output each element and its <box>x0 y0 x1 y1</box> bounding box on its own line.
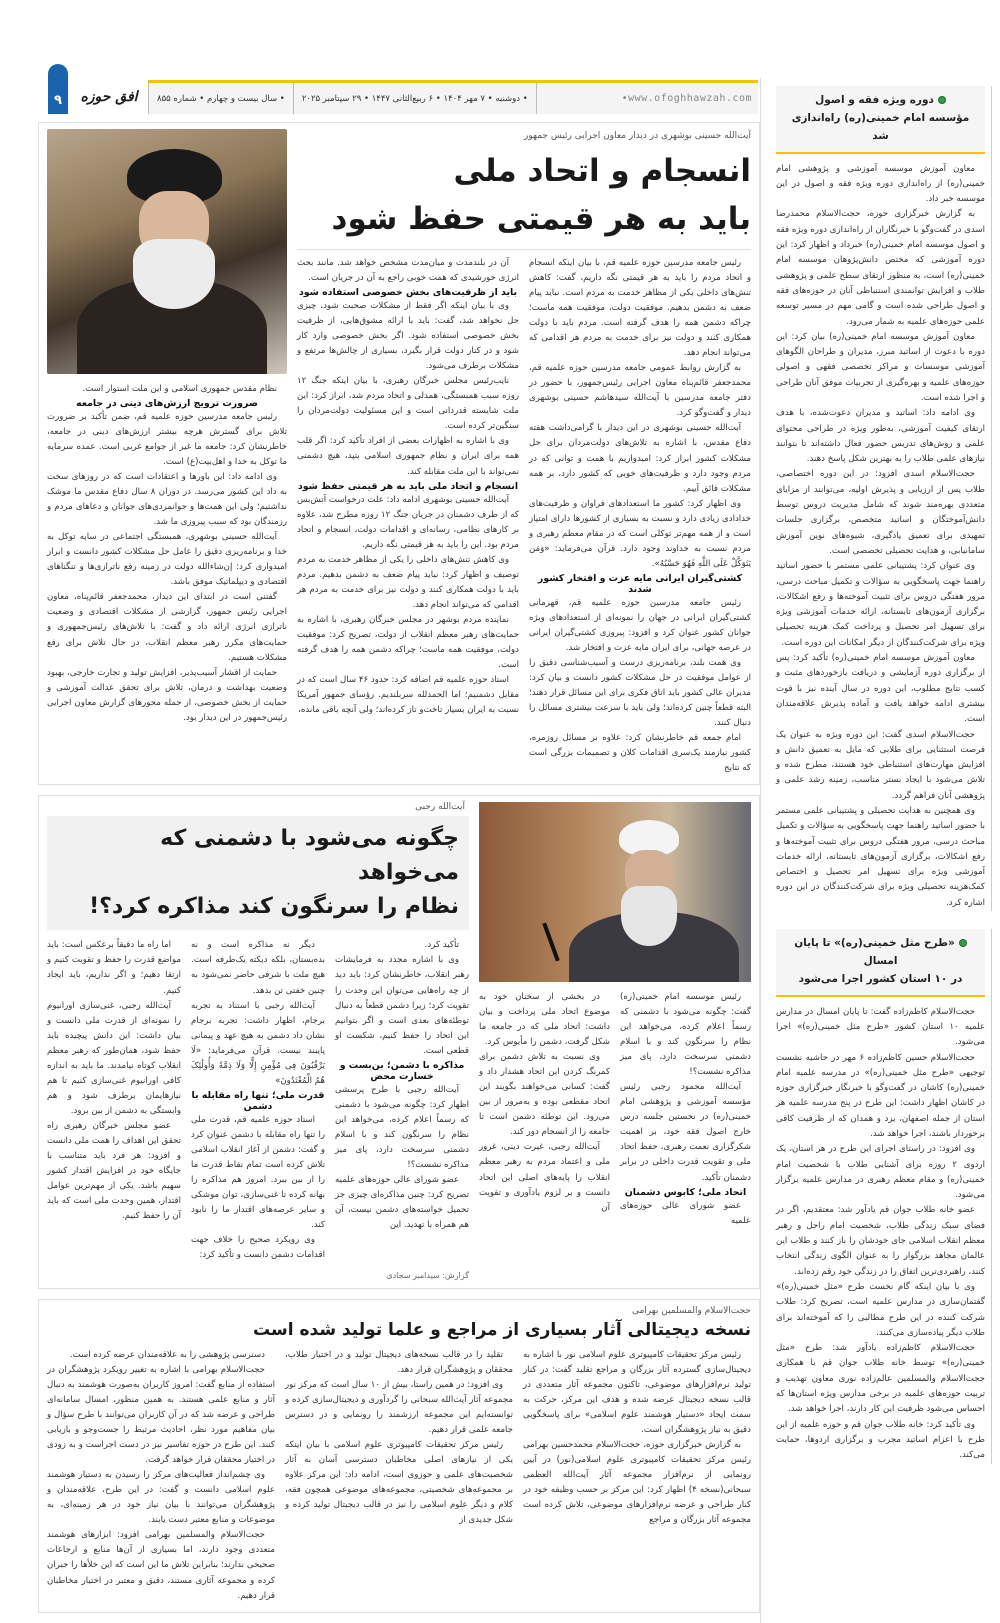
paragraph: عضو مجلس خبرگان رهبری راه تحقق این اهداف را همت ملی دانست و افزود: هر فرد باید متناسب با جایگاه خود در افزایش اقتدار کشور سهیم باشد. یکی از مهم‌ترین عوامل اقتدار، همین وحدت ملی است که باید آن را حفظ کنیم. <box>47 1120 181 1221</box>
sidebar-news-box-1 <box>770 86 992 911</box>
article-column <box>529 256 751 776</box>
paragraph: دیگر نه مذاکره است و نه بده‌بستان، بلکه دیکته یک‌طرفه است. هیچ ملت با شرفی حاضر نمی‌شود به چنین خفتی تن بدهد. <box>191 940 325 996</box>
paragraph: وی با بیان اینکه گام نخست طرح «مثل خمینی(ره)» گفتمان‌سازی در مدارس علمیه است، تصریح کرد: طلاب شرکت کننده در این طرح مطالبی را که آموخته‌اند برای طلاب دیگر پیاده‌سازی می‌کنند. <box>776 1281 985 1338</box>
paragraph: وی رویکرد صحیح را خلاف جهت اقدامات دشمن دانست و تأکید کرد: <box>191 1234 325 1260</box>
news-sidebar <box>760 78 1000 1623</box>
paragraph: وی همچنین به هدایت تحصیلی و پشتیبانی علمی مستمر با حضور اساتید راهنما جهت پاسخگویی به سؤالات و تکمیل مباحث درسی، مرور هفتگی دروس برای تثبیت آموخته‌ها و رفع اشکالات، برگزاری آزمون‌های تابستانه، ارائه خدمات آموزشی ویژه برای تسهیل امر تحصیل و اختصاص کمک‌هزینه تحصیلی ویژه برای شرکت‌کنندگان در این دوره اشاره کرد. <box>776 806 985 908</box>
paragraph: در بخشی از سخنان خود به موضوع اتحاد ملی پرداخت و بیان داشت: اتحاد ملی که در جامعه ما شکل گرفت، دشمن را مأیوس کرد. <box>479 992 610 1048</box>
sidebar-news-title-1[interactable]: دوره ویژه فقه و اصول مؤسسه امام خمینی(ره) راه‌اندازی شد <box>776 86 985 154</box>
paragraph: معاون آموزش موسسه آموزشی و پژوهشی امام خمینی(ره) از راه‌اندازی دوره ویژه فقه و اصول در این موسسه خبر داد. <box>776 163 985 205</box>
article-supertitle: آیت‌الله حسینی بوشهری در دیدار معاون اجرایی رئیس جمهور <box>524 131 751 141</box>
subheading: مذاکره با دشمن؛ بن‌بست و خسارت محض <box>339 1059 465 1082</box>
paragraph: حجت‌الاسلام اسدی گفت: این دوره ویژه به عنوان یک فرصت استثنایی برای طلابی که مایل به تعمیق دانش و افزایش مهارت‌های استنباطی خود هستند، مطرح شده و تلاش می‌شود با ایجاد بستر مناسب، زمینه رشد علمی و پژوهشی آنان فراهم گردد. <box>776 729 985 801</box>
article-column <box>47 1348 275 1604</box>
paragraph: حجت‌الاسلام کاظم‌زاده گفت: تا پایان امسال در مدارس علمیه ۱۰ استان کشور «طرح مثل خمینی(ره)» اجرا می‌شود. <box>776 1006 986 1048</box>
microphone-icon <box>542 923 559 962</box>
article-photo-rajabi <box>479 802 751 982</box>
paragraph: وی اظهار کرد: کشور ما استعدادهای فراوان و ظرفیت‌های خدادادی زیادی دارد و نسبت به بسیاری از کشورها دارای امتیاز است و از همه مهم‌تر توکلی است که در مقام معظم رهبری و مردم نسبت به خداوند وجود دارد. قرآن می‌فرماید: «وَمَن یَتَوَکَّلْ عَلَی اللَّهِ فَهُوَ حَسْبُهُ». <box>529 498 751 569</box>
paragraph: حجت‌الاسلام اسدی افزود: در این دوره اختصاصی، طلاب پس از ارزیابی و پذیرش اولیه، می‌توانند از مزایای متعددی بهره‌مند شوند که شامل مدیریت دروس توسط دانش‌آموختگان و اساتید متخصص، برگزاری جلسات تمهیدی برای تعمیق یادگیری، شیوه‌های نوین آموزش سامانیابی، و هدایت تحصیلی تخصصی است. <box>776 469 985 556</box>
paragraph: وی ادامه داد: اساتید و مدیران دعوت‌شده، با هدف ارتقای کیفیت آموزشی، به‌طور ویژه در طراحی محتوای علمی و روش‌های تدریس حضور فعال داشته‌اند تا بتوانند نیازهای علمی طلاب را به بهترین شکل پاسخ دهند. <box>776 408 985 465</box>
paragraph: وی همت بلند، برنامه‌ریزی درست و آسیب‌شناسی دقیق را از عوامل موفقیت در حل مشکلات کشور دانست و بیان کرد: مدیران عالی کشور باید اتاق فکری برای این مسائل قرار دهند؛ البته قطعاً چنین کرده‌اند؛ ولی باید با سرعت بیشتری مسائل را دنبال کنند. <box>529 657 751 728</box>
paragraph: رئیس جامعه مدرسین حوزه علمیه قم، قهرمانی کشتی‌گیران ایرانی در جهان را نمونه‌ای از استعدادهای ویژه جوانان کشور عنوان کرد و افزود: پیروزی کشتی‌گیران ایرانی در عرصه جهانی، برای ایران مایه عزت و افتخار شد. <box>529 597 751 653</box>
paragraph: دسترسی پژوهشی را به علاقه‌مندان عرضه کرده است. <box>69 1350 265 1361</box>
subheading: انسجام و اتحاد ملی باید به هر قیمتی حفظ شود <box>297 480 519 492</box>
paragraph: حجت‌الاسلام کاظم‌زاده یادآور شد: طرح «مثل خمینی(ره)» توسط خانه طلاب جوان قم با همکاری حجت‌الاسلام والمسلمین عالم‌زاده نوری معاون تهذیب و تربیت حوزه‌های علمیه در برخی مدارس ویژه استان‌ها که احساس می‌شود ظرفیت این کار دارند، اجرا خواهد شد. <box>776 1343 985 1415</box>
paragraph: آیت‌الله حسینی بوشهری ادامه داد: علت درخواست آتش‌بس که از طرف دشمنان در جریان جنگ ۱۲ روزه مطرح شد، علاوه بر کارهای نظامی، رسانه‌ای و اقدامات دولت، انسجام و اتحاد مردم بود. این را باید به هر قیمتی نگه داریم. <box>297 494 519 550</box>
article-supertitle: حجت‌الاسلام والمسلمین بهرامی <box>631 1306 751 1317</box>
paragraph: رئیس مرکز تحقیقات کامپیوتری علوم اسلامی نور با اشاره به دیجیتال‌سازی گسترده آثار بزرگان و مراجع تقلید گفت: در کنار تولید نرم‌افزارهای موضوعی، تاکنون مجموعه آثار متعددی در قالب نسخه دیجیتال عرضه شده و هدف این مرکز، حرکت به سمت ایجاد «دستیار هوشمند علوم اسلامی» برای پاسخگویی دقیق به نیاز پژوهشگران است. <box>523 1350 751 1436</box>
paragraph: آیت‌الله محمود رجبی رئیس مؤسسه آموزشی و پژوهشی امام خمینی(ره) در نخستین جلسه درس خارج اصول فقه خود، بر اهمیت شکرگزاری نعمت رهبری، حفظ اتحاد ملی و تقویت قدرت داخلی در برابر دشمنان تأکید. <box>620 1082 751 1183</box>
paragraph: آیت‌الله رجبی، غیرت دینی، غرور ملی و اعتماد مردم به رهبر معظم انقلاب را پایه‌های اصلی این اتحاد دانست و بر لزوم یادآوری و تقویت آن <box>479 1142 610 1213</box>
paragraph: وی تأکید کرد: خانه طلاب جوان قم و حوزه علمیه از این طرح با اعزام اساتید مجرب و برگزاری اردوها، حمایت می‌کند. <box>776 1419 985 1461</box>
paragraph: آیت‌الله حسینی بوشهری در این دیدار با گرامی‌داشت هفته دفاع مقدس، با اشاره به تلاش‌های دولت‌مردان برای حل مشکلات کشور ابراز کرد: امیدواریم با همت و توانی که در مردم وجود دارد و ظرفیت‌های خوبی که کشور دارد، بر همه مشکلات فائق آییم. <box>529 423 751 494</box>
paragraph: آیت‌الله رجبی، غنی‌سازی اورانیوم را نمونه‌ای از قدرت ملی دانست و بیان داشت: این دانش پیچیده باید حفظ شود، همان‌طور که رهبر معظم انقلاب کوتاه نیامدند. ما باید به اندازه کافی اورانیوم غنی‌سازی کنیم تا هم نیازهایمان برطرف شود و هم وابستگی به دشمن از بین برود. <box>47 1000 181 1116</box>
paragraph: نایب‌رئیس مجلس خبرگان رهبری، با بیان اینکه جنگ ۱۲ روزه سبب همبستگی، همدلی و اتحاد مردم شد، ابراز کرد: این ملت شایسته قدردانی است و این مسئولیت دولت‌مردان را سنگین‌تر کرده است. <box>297 376 519 432</box>
main-content <box>30 78 760 1623</box>
paragraph: حجت‌الاسلام والمسلمین بهرامی افزود: ابزارهای هوشمند متعددی وجود دارند، اما بسیاری از آن‌ها منابع و ارجاعات صحیحی ندارند؛ بنابراین تلاش ما این است که این خلأها را جبران کرده و مجموعه آثاری مستند، دقیق و معتبر در اختیار مخاطبان قرار دهیم. <box>47 1530 275 1601</box>
article-column <box>523 1348 751 1528</box>
subheading: باید از ظرفیت‌های بخش خصوصی استفاده شود <box>298 287 518 299</box>
article-supertitle: آیت‌الله رجبی <box>415 802 465 813</box>
paragraph: وی ادامه داد: این باورها و اعتقادات است که در روزهای سخت به داد این کشور می‌رسد. در دوران ۸ سال دفاع مقدس ما موشک نداشتیم؛ ولی این همت‌ها و جوانمردی‌های جوانان و دعاهای مردم و رزمندگان بود که سبب پیروزی ما شد. <box>47 472 287 528</box>
paragraph: به گزارش خبرگزاری حوزه، حجت‌الاسلام محمدرضا اسدی در گفت‌وگو با خبرنگاران از راه‌اندازی دوره ویژه فقه و اصول موسسه امام خمینی(ره) خبرداد و اظهار کرد: این دوره آموزشی که مختص دانش‌پژوهان موسسه امام خمینی(ره) است، به منظور ارتقای سطح علمی و پژوهشی طلاب و افزایش توانمندی استنباطی آنان در حوزه‌های فقه و اصول طراحی شده است و گامی مهم در مسیر توسعه علمی حوزه‌های علمیه به شمار می‌رود. <box>776 209 985 327</box>
paragraph: به گزارش روابط عمومی جامعه مدرسین حوزه علمیه قم، محمدجعفر قائم‌پناه معاون اجرایی رئیس‌جمهور، با حضور در دفتر جامعه مدرسین با آیت‌الله سیدهاشم حسینی بوشهری دیدار و گفت‌وگو کرد. <box>529 363 751 419</box>
article-column <box>335 938 469 1233</box>
paragraph: معاون آموزش موسسه امام خمینی(ره) بیان کرد: این دوره با دعوت از اساتید مبرز، مدیران و طراحان الگوهای آموزشی موسسات و مراکز تخصصی فقهی و اصولی حوزه‌های علمیه و بهره‌گیری از تجربیات موفق آنان طراحی و اجرا شده است. <box>776 331 985 403</box>
article-headline[interactable]: نسخه دیجیتالی آثار بسیاری از مراجع و علما تولید شده است <box>253 1320 751 1341</box>
article-column <box>285 1348 513 1528</box>
paragraph: حجت‌الاسلام حسین کاظم‌زاده ۶ مهر در حاشیه نشست توجیهی «طرح مثل خمینی(ره)» در مدرسه علمیه امام خمینی(ره) کاشان در گفت‌وگو با خبرنگار خبرگزاری حوزه در کاشان اظهار داشت: این طرح در پنج مدرسه علمیه هر استان از جمله اصفهان، یزد و همدان که از ظرفیت کافی برخوردار باشند، اجرا خواهد شد. <box>776 1052 985 1139</box>
paragraph: تأکید کرد. <box>424 940 459 951</box>
paragraph: حجت‌الاسلام بهرامی با اشاره به تغییر رویکرد پژوهشگران در استفاده از منابع گفت: امروز کاربران به‌صورت هوشمند به دنبال آثار و منابع علمی هستند. به همین منظور، امسال سامانه‌ای طراحی و عرضه شد که در آن کاربران می‌توانند با طرح سؤال و بیان مفاهیم مورد نظر، احادیث مرتبط را جست‌وجو و بازیابی کنند. این طرح در حوزه تفاسیر نیز در دست اجراست و به زودی در اختیار محققان قرار خواهد گرفت. <box>47 1365 275 1466</box>
paragraph: به گزارش خبرگزاری حوزه، حجت‌الاسلام محمدحسین بهرامی رئیس مرکز تحقیقات کامپیوتری علوم اسلامی(نور) در آیین رونمایی از نرم‌افزار مجموعه آثار آیت‌الله العظمی سبحانی(نسخه ۴) اظهار کرد: این مرکز بر حسب وظیفه خود در کنار طراحی و عرضه نرم‌افزارهای موضوعی، تلاش کرده است مجموعه آثار بزرگان و مراجع <box>523 1440 752 1526</box>
paragraph: رئیس جامعه مدرسین حوزه علمیه قم، با بیان اینکه انسجام و اتحاد مردم را باید به هر قیمتی نگه داریم، گفت: کاهش تنش‌های داخلی یکی از مظاهر خدمت به مردم است. نباید پیام ضعف به دشمن بدهیم. موفقیت دولت، موفقیت همه ماست؛ چراکه دشمن همه را هدف گرفته است. مردم باید با دولت همکاری کنند و دولت نیز برای خدمت به مردم هر اقدامی که می‌تواند انجام دهد. <box>529 258 751 359</box>
paragraph: آیت‌الله حسینی بوشهری، همبستگی اجتماعی در سایه توکل به خدا و برنامه‌ریزی دقیق را عامل حل مشکلات کشور دانست و ابراز امیدواری کرد: إن‌شاءالله دولت در زمینه رفع ناترازی‌ها و تنگناهای اقتصادی و دیپلماتیک موفق باشد. <box>47 532 287 588</box>
paragraph: وی با اشاره به اظهارات بعضی از افراد تأکید کرد: اگر قلب همه برای ایران و نظام جمهوری اسلامی بتپد، هیچ دشمنی نمی‌تواند با این ملت مقابله کند. <box>297 436 519 477</box>
paragraph: وی افزود: در همین راستا، بیش از ۱۰ سال است که مرکز نور مجموعه آثار آیت‌الله سبحانی را گردآوری و دیجیتال‌سازی کرده و توانسته‌ایم این مجموعه ارزشمند را رونمایی و در دسترس جامعه علمی قرار دهیم. <box>285 1380 513 1436</box>
article-column <box>47 938 181 1224</box>
paragraph: وی کاهش تنش‌های داخلی را یکی از مظاهر خدمت به مردم توصیف و اظهار کرد: نباید پیام ضعف به دشمن بدهیم. مردم باید با دولت همکاری کنند و دولت نیز برای خدمت به مردم هر اقدامی که می‌تواند انجام دهد. <box>297 554 519 610</box>
article-headline[interactable]: انسجام و اتحاد ملی باید به هر قیمتی حفظ شود <box>331 153 751 238</box>
subheading: کشتی‌گیران ایرانی مایه عزت و افتخار کشور شدند <box>537 572 743 595</box>
paragraph: آن در بلندمدت و میان‌مدت مشخص خواهد شد. مانند بحث انرژی خورشیدی که همت خوبی راجع به آن در جریان است. <box>297 258 519 284</box>
article-column <box>479 990 610 1215</box>
paragraph: وی چشم‌انداز فعالیت‌های مرکز را رسیدن به دستیار هوشمند علوم اسلامی دانست و گفت: در این طرح، علاقه‌مندان و پژوهشگران می‌توانند با بیان نیاز خود در هر زمینه‌ای، به موضوعات و منابع معتبر دست یابند. <box>47 1470 275 1526</box>
paragraph: رئیس موسسه امام خمینی(ره) گفت: چگونه می‌شود با دشمنی که رسماً اعلام کرده، می‌خواهد این نظام را سرنگون کند و با اسلام دشمنی سرسخت دارد، پای میز مذاکره نشست؟! <box>620 992 751 1078</box>
sidebar-news-body-1 <box>770 154 991 912</box>
article-photo-hosseini-bushehri <box>47 129 287 374</box>
article-national-unity <box>38 122 760 785</box>
paragraph: گفتنی است در ابتدای این دیدار، محمدجعفر قائم‌پناه، معاون اجرایی رئیس جمهور، گزارشی از مشکلات اقتصادی و وضعیت ناترازی انرژی ارائه داد و گفت: با تلاش‌های رئیس‌جمهوری و حمایت‌های مکرر رهبر معظم انقلاب، در حال تلاش برای رفع مشکلات هستیم. <box>47 592 287 663</box>
newspaper-logo[interactable]: افق حوزه <box>80 89 138 105</box>
paragraph: استاد حوزه علمیه قم، قدرت ملی را تنها راه مقابله با دشمن عنوان کرد و گفت: دشمن از آغاز انقلاب اسلامی تلاش کرده است تمام نقاط قدرت ما را از بین ببرد. امروز هم مذاکره را بهانه کرده تا غنی‌سازی، توان موشکی و سایر عرصه‌های اقتدار ما را نابود کند. <box>191 1114 325 1230</box>
report-credit: گزارش: سیدامیر سجادی <box>386 1271 469 1281</box>
article-digital-archive <box>38 1299 760 1613</box>
paragraph: وی نسبت به تلاش دشمن برای کمرنگ کردن این اتحاد هشدار داد و گفت: کسانی می‌خواهند بگویند این اتحاد مقطعی بوده و به‌مرور از بین می‌رود. این توطئه دشمن است تا جامعه را از انسجام دور کند. <box>479 1052 610 1138</box>
bullet-icon <box>959 939 967 947</box>
paragraph: استاد حوزه علمیه قم اضافه کرد: حدود ۴۶ سال است که در مقابل دشمنیم؛ اما الحمدلله سربلندیم. رؤسای جمهور آمریکا نسبت به ایران بسیار تاخت‌و تاز کرده‌اند؛ ولی آنچه باقی مانده، <box>297 674 519 715</box>
article-column <box>620 990 751 1228</box>
paragraph: اما راه ما دقیقاً برعکس است: باید مواضع قدرت را حفظ و تقویت کنیم و ارتقا دهیم؛ و اگر نداریم، باید ایجاد کنیم. <box>47 940 181 996</box>
paragraph: وی افزود: در راستای اجرای این طرح در هر استان، یک اردوی ۲ روزه برای آشنایی طلاب با شخصیت امام خمینی(ره) و مقام معظم رهبری در مدارس علمیه برگزار می‌شود. <box>776 1144 985 1201</box>
issue-date: • دوشنبه • ۷ مهر ۱۴۰۴ • ۶ ربیع‌الثانی ۱۴۴۷ • ۲۹ سپتامبر ۲۰۲۵ <box>294 83 537 114</box>
paragraph: وی با اشاره مجدد به فرمایشات رهبر انقلاب، خاطرنشان کرد: باید دید از چه راه‌هایی می‌توان این وحدت را تقویت کرد؛ زیرا دشمن قطعاً به دنبال توطئه‌های بعدی است و اگر بتوانیم این اتحاد را حفظ کنیم، شکست او قطعی است. <box>335 955 469 1056</box>
paragraph: رئیس جامعه مدرسین حوزه علمیه قم، ضمن تأکید بر ضرورت تلاش برای گسترش هرچه بیشتر ارزش‌های دینی در جامعه، خاطرنشان کرد: جامعه ما غیر از جوامع غربی است. عمده سرمایه ما توکل به خدا و اهل‌بیت(ع) است. <box>47 412 287 468</box>
paragraph: حمایت از اقشار آسیب‌پذیر، افزایش تولید و تجارت خارجی، بهبود وضعیت بهداشت و درمان، تلاش برای تحقق عدالت آموزشی و حمایت از بخش خصوصی، از جمله محورهای گزارش معاون اجرایی رئیس‌جمهور در این دیدار بود. <box>47 667 287 723</box>
headline-box <box>47 816 469 930</box>
paragraph: وی عنوان کرد: پشتیبانی علمی مستمر با حضور اساتید راهنما جهت پاسخگویی به سؤالات و تکمیل مباحث درسی، مرور هفتگی دروس برای تثبیت آموخته‌ها و رفع اشکالات، برگزاری آزمون‌های تابستانه، ارائه خدمات آموزشی ویژه برای تسهیل امر تحصیل و پرداخت کمک هزینه تحصیلی ویژه برای شرکت‌کنندگان از دیگر امکانات این دوره است. <box>776 561 985 648</box>
page-number: ۹ <box>54 93 62 108</box>
paragraph: معاون آموزش موسسه امام خمینی(ره) تأکید کرد: پس از برگزاری دوره آزمایشی و دریافت بازخوردهای مثبت و کسب نتایج مطلوب، این دوره در سال آینده نیز با قوت بیشتری ادامه خواهد یافت و آماده پذیرش علاقه‌مندان است. <box>776 653 985 725</box>
paragraph: نماینده مردم بوشهر در مجلس خبرگان رهبری، با اشاره به حمایت‌های رهبر معظم انقلاب از دولت، تصریح کرد: موفقیت دولت، موفقیت همه ماست؛ چراکه دشمن همه را هدف گرفته است. <box>297 614 519 670</box>
divider <box>297 249 751 250</box>
paragraph: آیت‌الله رجبی با طرح پرسشی اظهار کرد: چگونه می‌شود با دشمنی که رسماً اعلام کرده، می‌خواهد این نظام را سرنگون کند و با اسلام دشمنی سرسخت دارد، پای میز مذاکره نشست؟! <box>335 1084 469 1170</box>
subheading: قدرت ملی؛ تنها راه مقابله با دشمن <box>191 1089 325 1112</box>
paragraph: عضو شورای عالی حوزه‌های علمیه <box>620 1200 751 1226</box>
sidebar-news-title-2[interactable]: «طرح مثل خمینی(ره)» تا پایان امسال در ۱۰ استان کشور اجرا می‌شود <box>776 929 985 997</box>
paragraph: عضو خانه طلاب جوان قم یادآور شد: معتقدیم، اگر در فضای سبک زندگی طلاب، شخصیت امام راحل و رهبر معظم انقلاب اسلامی جای خودشان را باز کنند و طلاب این عالمان مجاهد بزرگوار را به عنوان الگوی زندگی انتخاب کنند، راهبردی‌ترین اتفاق را در زندگی خود رقم زده‌اند. <box>776 1205 985 1277</box>
issue-info: • سال بیست و چهارم • شماره ۸۵۵ <box>149 83 294 114</box>
paragraph: نظام مقدس جمهوری اسلامی و این ملت استوار است. <box>82 384 277 394</box>
article-column <box>47 382 287 726</box>
sidebar-news-box-2 <box>770 929 992 1463</box>
paragraph: آیت‌الله رجبی با استناد به تجربه برجام، اظهار داشت: تجربه برجام نشان داد دشمن به هیچ عهد و پیمانی پایبند نیست. قرآن می‌فرماید: «لَا یَرْقُبُونَ فِی مُؤْمِنٍ إِلًّا وَلَا ذِمَّةً وَأُولَٰئِکَ هُمُ الْمُعْتَدُونَ» <box>191 1000 325 1086</box>
article-column <box>297 256 519 718</box>
subheading: ضرورت ترویج ارزش‌های دینی در جامعه <box>76 398 258 410</box>
paragraph: رئیس مرکز تحقیقات کامپیوتری علوم اسلامی با بیان اینکه یکی از نیازهای اصلی مخاطبان دسترسی آسان به آثار شخصیت‌های علمی و حوزوی است، ادامه داد: این مرکز علاوه بر مجموعه‌های شخصیتی، مجموعه‌های موضوعی همچون فقه، کلام و دیگر علوم اسلامی را نیز در قالب دیجیتال تولید کرده و شکل جدیدی از <box>285 1440 513 1526</box>
paragraph: تقلید را در قالب نسخه‌های دیجیتال تولید و در اختیار طلاب، محققان و پژوهشگران قرار دهد. <box>285 1350 513 1376</box>
article-column <box>191 938 325 1263</box>
bullet-icon <box>938 96 946 104</box>
subheading: اتحاد ملی؛ کابوس دشمنان <box>624 1186 747 1198</box>
paragraph: عضو شورای عالی حوزه‌های علمیه تصریح کرد: چنین مذاکره‌ای چیزی جز تحمیل خواسته‌های دشمن نیست، آن هم همراه با تهدید. این <box>335 1174 469 1230</box>
paragraph: امام جمعه قم خاطرنشان کرد: علاوه بر مسائل روزمره، کشور نیازمند یک‌سری اقدامات کلان و تصمیمات بزرگی است که نتایج <box>529 733 751 774</box>
article-negotiation <box>38 795 760 1289</box>
sidebar-news-body-2 <box>770 997 991 1464</box>
website-link[interactable]: •www.ofoghhawzah.com <box>621 93 752 104</box>
paragraph: وی با بیان اینکه اگر فقط از مشکلات صحبت شود، چیزی حل نخواهد شد، گفت: باید با ارائه مشوق‌هایی، از ظرفیت بخش خصوصی استفاده شود. اگر بخش خصوصی وارد کار شود و در کنار دولت قرار بگیرد، بسیاری از چالش‌ها مرتفع و مشکلات برطرف می‌شود. <box>297 301 519 372</box>
article-headline[interactable]: چگونه می‌شود با دشمنی که می‌خواهد نظام را سرنگون کند مذاکره کرد؟! <box>89 826 459 920</box>
